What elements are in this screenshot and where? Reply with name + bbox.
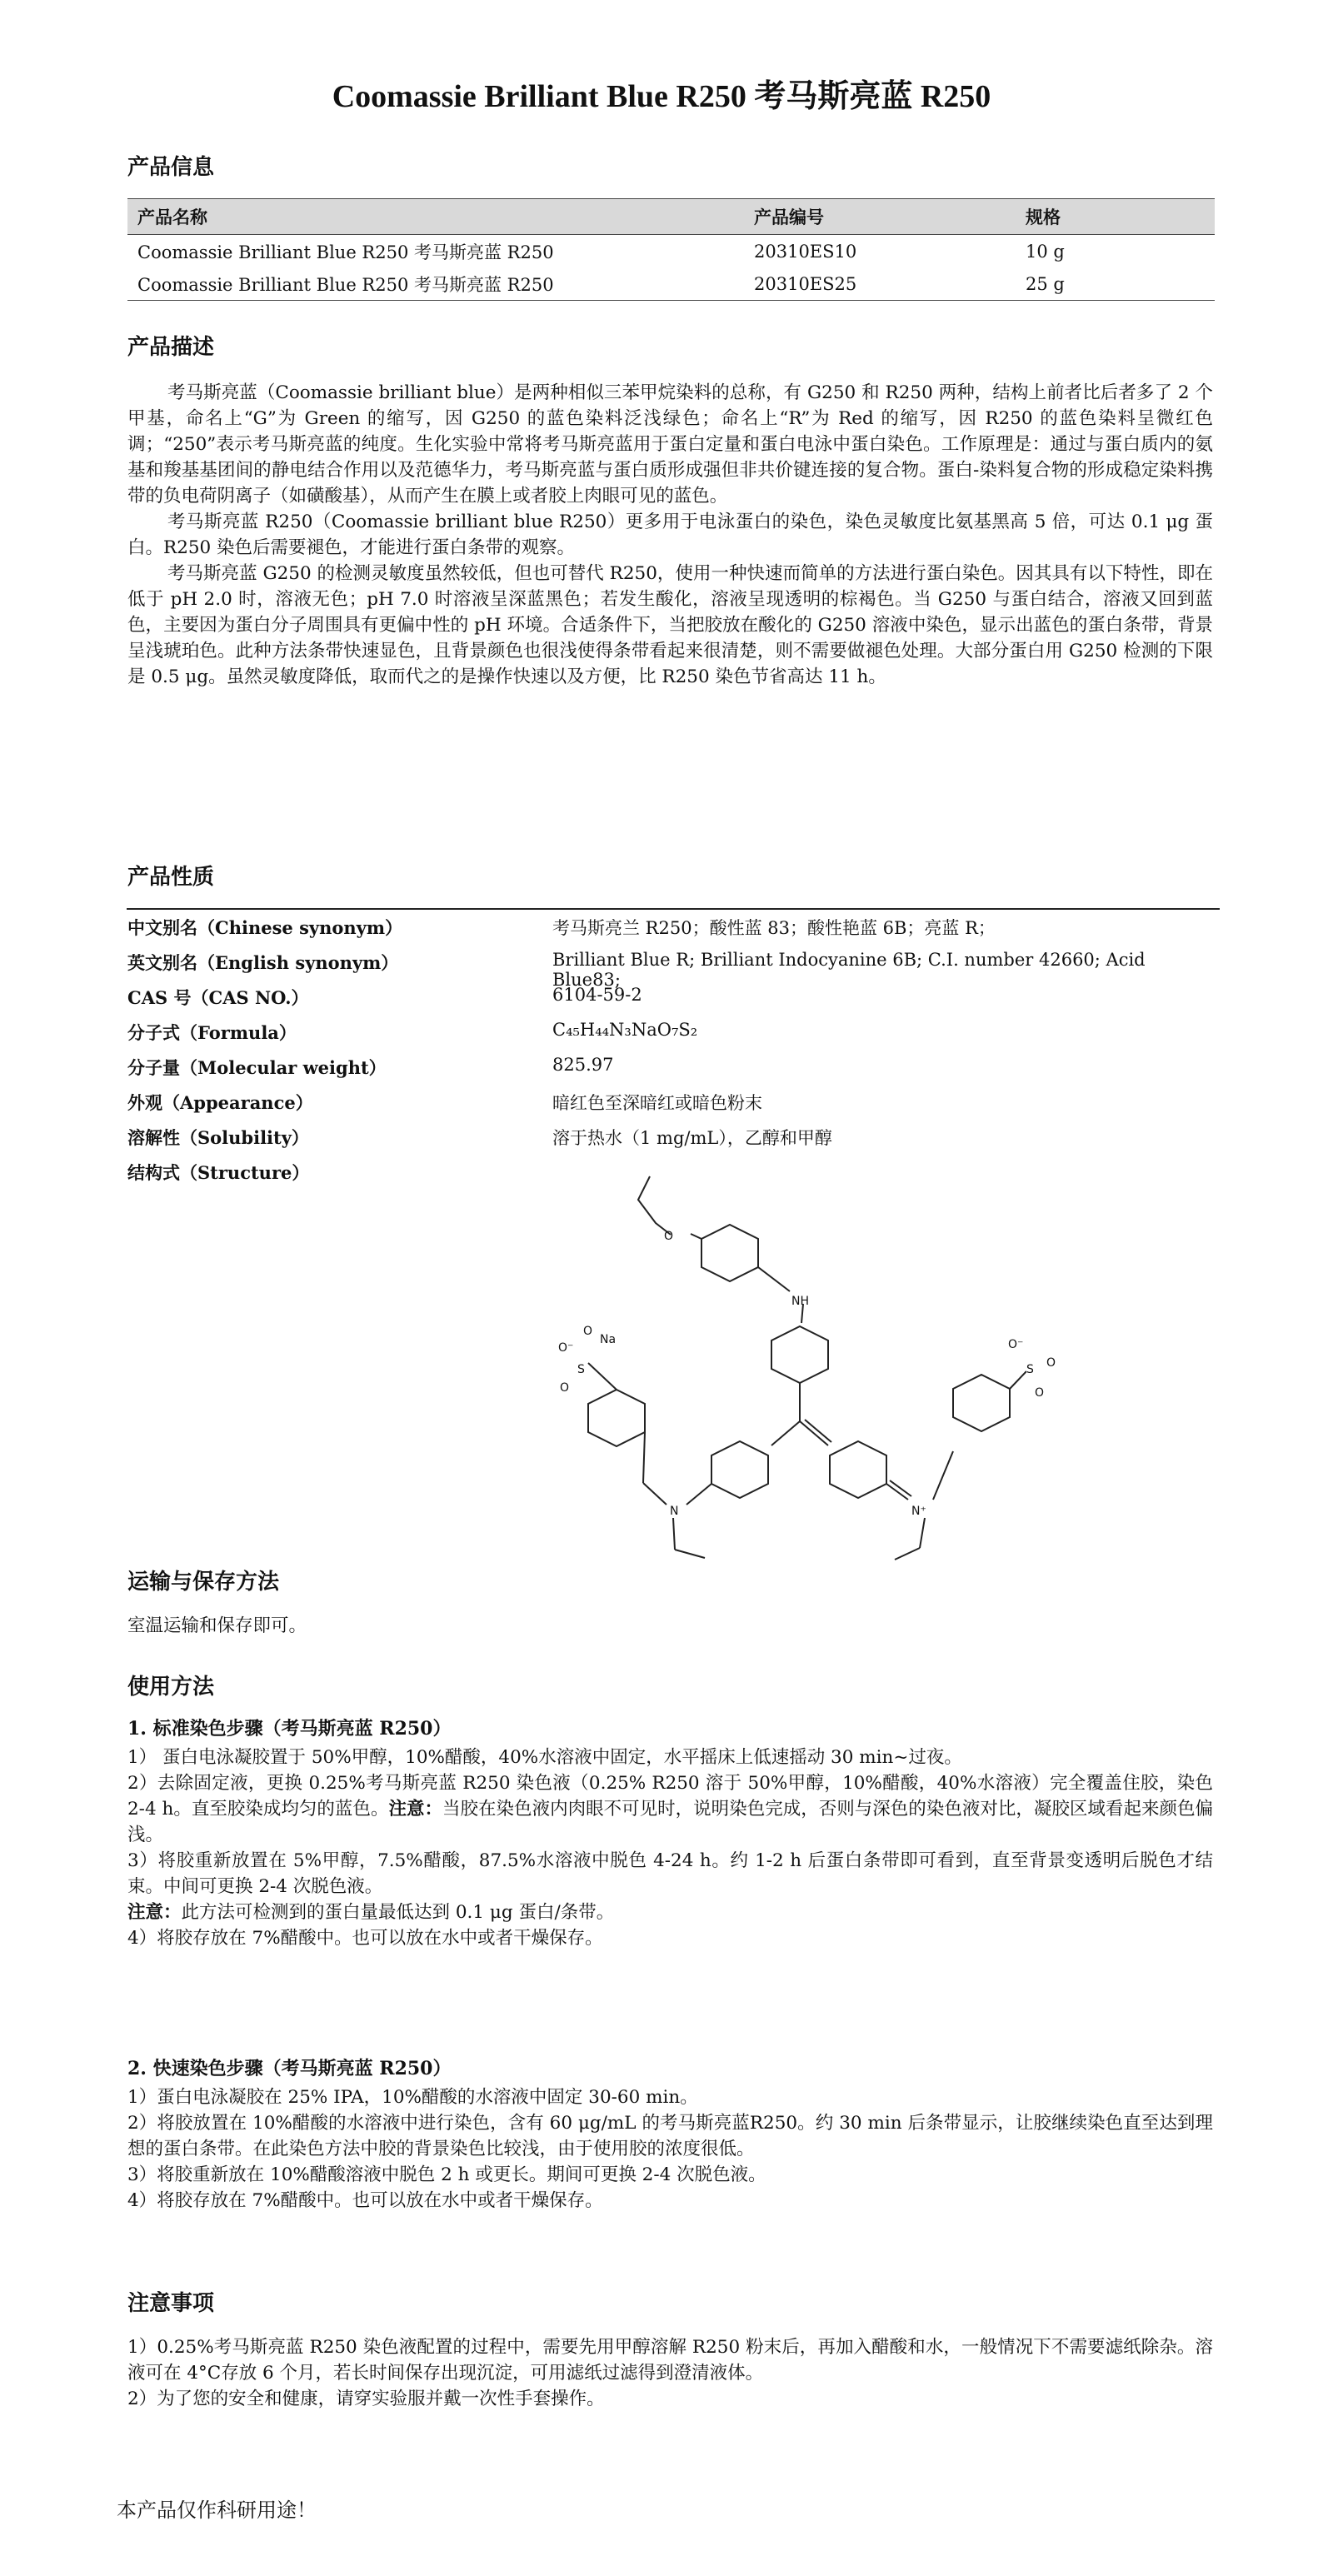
structure-diagram	[533, 1166, 1066, 1566]
property-value: 溶于热水（1 mg/mL），乙醇和甲醇	[552, 1128, 832, 1148]
note-label: 注意：	[388, 1799, 443, 1820]
usage-subheading: 2. 快速染色步骤（考马斯亮蓝 R250）	[127, 2058, 452, 2079]
atom-label: Na	[600, 1333, 617, 1346]
property-label: CAS 号（CAS NO.）	[127, 987, 309, 1008]
description-paragraph: 考马斯亮蓝 R250（Coomassie brilliant blue R250）更多用于电泳蛋白的染色，染色灵敏度比氨基黑高 5 倍，可达 0.1 μg 蛋白。R250 染色后需要褪色，才能进行蛋白条带的观察。	[127, 512, 1213, 558]
research-use-footer: 本产品仅作科研用途！	[117, 2499, 317, 2522]
table-header-row	[127, 199, 1215, 235]
page-title: Coomassie Brilliant Blue R250 考马斯亮蓝 R250	[332, 79, 991, 114]
note-label: 注意：	[127, 1902, 182, 1923]
property-row	[127, 915, 1219, 950]
column-header: 产品名称	[127, 199, 744, 235]
table-cell: Coomassie Brilliant Blue R250 考马斯亮蓝 R250	[127, 267, 744, 301]
property-row	[127, 1125, 1219, 1160]
atom-label: O	[1035, 1386, 1045, 1400]
table-row	[127, 267, 1215, 301]
property-label: 英文别名（English synonym）	[127, 952, 399, 973]
notes-list	[127, 2334, 1213, 2412]
property-row	[127, 985, 1219, 1020]
product-info-heading: 产品信息	[127, 155, 215, 180]
structure-labels	[558, 1230, 1056, 1518]
atom-label: O	[583, 1325, 593, 1338]
step-item: 1） 蛋白电泳凝胶置于 50%甲醇，10%醋酸，40%水溶液中固定，水平摇床上低速摇动 30 min~过夜。	[127, 1747, 962, 1768]
table-cell: 10 g	[1026, 241, 1065, 262]
atom-label: N	[670, 1505, 679, 1518]
product-description-heading: 产品描述	[127, 335, 215, 360]
notes-heading: 注意事项	[127, 2291, 215, 2316]
step-item: 1）蛋白电泳凝胶在 25% IPA，10%醋酸的水溶液中固定 30-60 min。	[127, 2087, 698, 2108]
property-value: 6104-59-2	[552, 985, 642, 1005]
atom-label: S	[577, 1363, 585, 1376]
usage-heading: 使用方法	[127, 1675, 215, 1700]
property-value: 考马斯亮兰 R250；酸性蓝 83；酸性艳蓝 6B；亮蓝 R；	[552, 918, 996, 938]
property-value: 825.97	[552, 1055, 614, 1075]
step-item: 3）将胶重新放在 10%醋酸溶液中脱色 2 h 或更长。期间可更换 2-4 次脱色液。	[127, 2164, 766, 2185]
structure-bonds	[588, 1176, 1026, 1560]
product-properties-heading: 产品性质	[127, 865, 215, 890]
property-label: 分子式（Formula）	[127, 1022, 297, 1043]
property-label: 结构式（Structure）	[127, 1162, 310, 1183]
property-label: 溶解性（Solubility）	[127, 1127, 309, 1148]
property-row	[127, 950, 1219, 990]
table-cell: Coomassie Brilliant Blue R250 考马斯亮蓝 R250	[137, 242, 554, 262]
property-row	[127, 1020, 1219, 1055]
property-label: 中文别名（Chinese synonym）	[127, 917, 403, 938]
step-text: 当胶在染色液内肉眼不可见时，说明染色完成，否则与深色的染色液对比，凝胶区域看起来颜色偏浅。	[127, 1799, 1213, 1845]
note-item: 2）为了您的安全和健康，请穿实验服并戴一次性手套操作。	[127, 2389, 605, 2409]
atom-label: O	[664, 1230, 674, 1243]
description-paragraph: 考马斯亮蓝 G250 的检测灵敏度虽然较低，但也可替代 R250，使用一种快速而简单的方法进行蛋白染色。因其具有以下特性，即在低于 pH 2.0 时，溶液无色；pH 7.0 时溶液呈深蓝黑色；若发生酸化，溶液呈现透明的棕褐色。当 G250 与蛋白结合，溶液又回到蓝色，主要因为蛋白分子周围具有更偏中性的 pH 环境。合适条件下，当把胶放在酸化的 G250 溶液中染色，显示出蓝色的蛋白条带，背景呈浅琥珀色。此种方法条带快速显色，且背景颜色也很浅使得条带看起来很清楚，则不需要做褪色处理。大部分蛋白用 G250 检测的下限是 0.5 μg。虽然灵敏度降低，取而代之的是操作快速以及方便，比 R250 染色节省高达 11 h。	[127, 563, 1213, 687]
table-cell: 25 g	[1016, 267, 1215, 301]
note-text: 此方法可检测到的蛋白量最低达到 0.1 μg 蛋白/条带。	[181, 1902, 615, 1923]
table-cell: 20310ES25	[744, 267, 1016, 301]
atom-label: O⁻	[1008, 1338, 1024, 1351]
step-item: 2）将胶放置在 10%醋酸的水溶液中进行染色，含有 60 μg/mL 的考马斯亮蓝R250。约 30 min 后条带显示，让胶继续染色直至达到理想的蛋白条带。在此染色方法中胶的背景染色比较浅，由于使用胶的浓度很低。	[127, 2113, 1213, 2159]
usage-quick-steps	[127, 2084, 1213, 2214]
storage-text: 室温运输和保存即可。	[127, 1615, 307, 1636]
atom-label: O⁻	[558, 1341, 574, 1355]
storage-heading: 运输与保存方法	[127, 1570, 280, 1595]
step-item: 4）将胶存放在 7%醋酸中。也可以放在水中或者干燥保存。	[127, 2190, 603, 2211]
atom-label: O	[560, 1381, 570, 1395]
property-value: Brilliant Blue R; Brilliant Indocyanine 6B; C.I. number 42660; Acid Blue83;	[552, 950, 1146, 990]
usage-standard-steps	[127, 1745, 1213, 1951]
atom-label: N⁺	[911, 1505, 926, 1518]
column-header: 规格	[1016, 199, 1215, 235]
property-row	[127, 1055, 1219, 1090]
atom-label: S	[1026, 1363, 1034, 1376]
note-item	[127, 1900, 1213, 1925]
property-value: 暗红色至深暗红或暗色粉末	[552, 1093, 762, 1113]
step-item: 3）将胶重新放置在 5%甲醇，7.5%醋酸，87.5%水溶液中脱色 4-24 h。约 1-2 h 后蛋白条带即可看到，直至背景变透明后脱色才结束。中间可更换 2-4 次脱色液。	[127, 1850, 1213, 1897]
note-item: 1）0.25%考马斯亮蓝 R250 染色液配置的过程中，需要先用甲醇溶解 R250 粉末后，再加入醋酸和水，一般情况下不需要滤纸除杂。溶液可在 4°C存放 6 个月，若长时间保存出现沉淀，可用滤纸过滤得到澄清液体。	[127, 2337, 1213, 2384]
product-info-table	[127, 198, 1215, 301]
description-paragraph: 考马斯亮蓝（Coomassie brilliant blue）是两种相似三苯甲烷染料的总称，有 G250 和 R250 两种，结构上前者比后者多了 2 个甲基，命名上“G”为 Green 的缩写，因 G250 的蓝色染料泛浅绿色；命名上“R”为 Red 的缩写，因 R250 的蓝色染料呈微红色调；“250”表示考马斯亮蓝的纯度。生化实验中常将考马斯亮蓝用于蛋白定量和蛋白电泳中蛋白染色。工作原理是：通过与蛋白质内的氨基和羧基基团间的静电结合作用以及范德华力，考马斯亮蓝与蛋白质形成强但非共价键连接的复合物。蛋白-染料复合物的形成稳定染料携带的负电荷阴离子（如磺酸基），从而产生在膜上或者胶上肉眼可见的蓝色。	[127, 382, 1213, 507]
atom-label: NH	[791, 1295, 809, 1308]
usage-subheading: 1. 标准染色步骤（考马斯亮蓝 R250）	[127, 1718, 452, 1740]
table-cell: 20310ES10	[754, 241, 857, 262]
property-label: 外观（Appearance）	[127, 1092, 313, 1113]
divider	[127, 908, 1220, 910]
product-description	[127, 380, 1213, 690]
step-item: 4）将胶存放在 7%醋酸中。也可以放在水中或者干燥保存。	[127, 1928, 603, 1949]
column-header: 产品编号	[744, 199, 1016, 235]
property-value: C₄₅H₄₄N₃NaO₇S₂	[552, 1020, 698, 1040]
step-text: 2）去除固定液，更换 0.25%考马斯亮蓝 R250 染色液（0.25% R250 溶于 50%甲醇，10%醋酸，40%水溶液）完全覆盖住胶，染色 2-4 h。直至胶染成均匀的蓝色。	[127, 1773, 1213, 1820]
atom-label: O	[1046, 1356, 1056, 1370]
table-row	[127, 235, 1215, 268]
step-item	[127, 1770, 1213, 1848]
property-row	[127, 1090, 1219, 1125]
property-label: 分子量（Molecular weight）	[127, 1057, 387, 1078]
